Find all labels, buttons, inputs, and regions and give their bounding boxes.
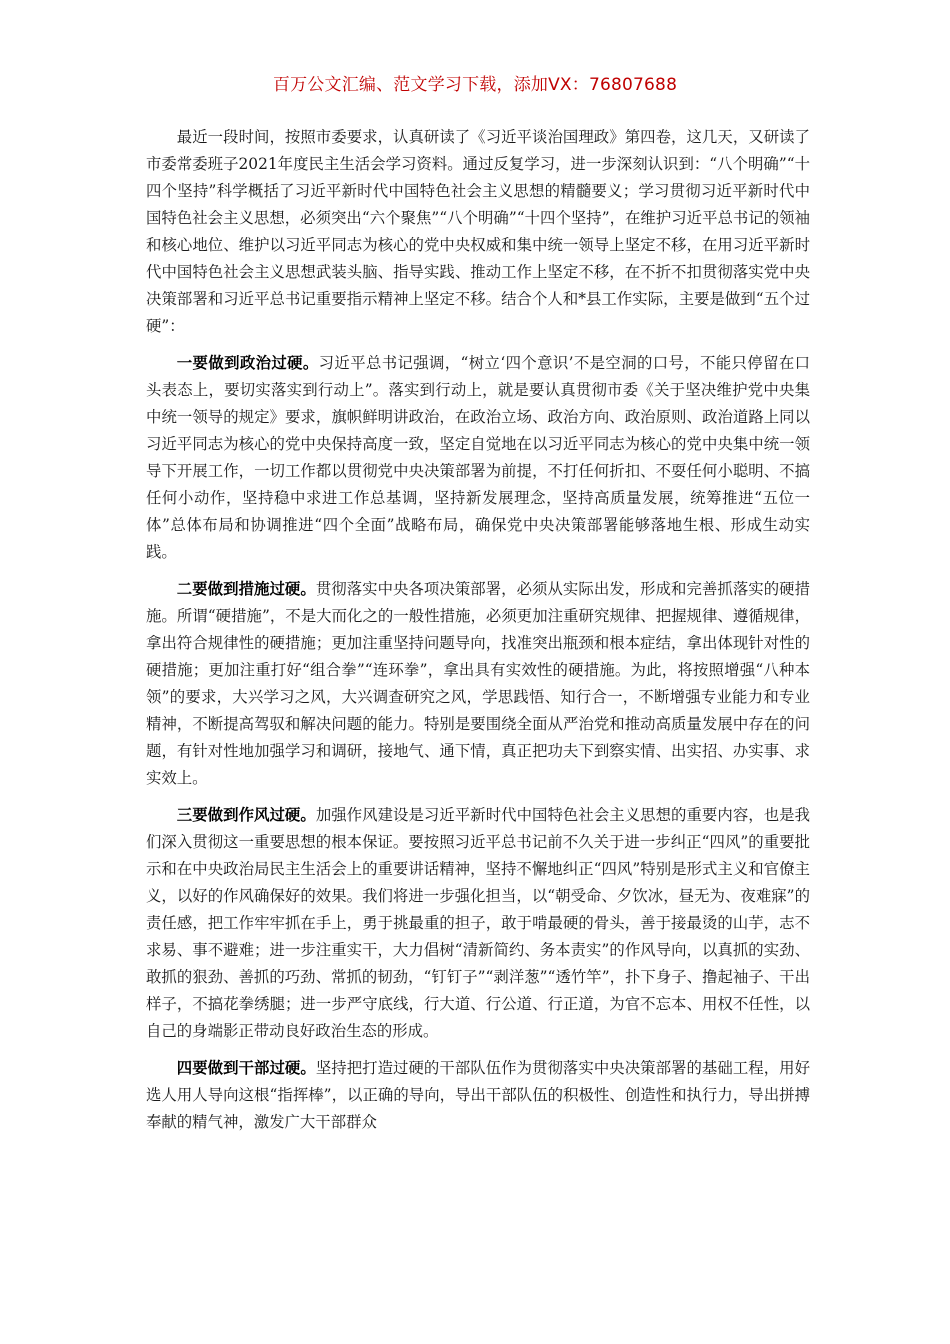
paragraph-measures (146, 576, 810, 792)
paragraph-intro (146, 124, 810, 340)
paragraph-text: 最近一段时间，按照市委要求，认真研读了《习近平谈治国理政》第四卷，这几天，又研读了市委常委班子2021年度民主生活会学习资料。通过反复学习，进一步深刻认识到：“八个明确”“十四个坚持”科学概括了习近平新时代中国特色社会主义思想的精髓要义；学习贯彻习近平新时代中国特色社会主义思想，必须突出“六个聚焦”“八个明确”“十四个坚持”，在维护习近平总书记的领袖和核心地位、维护以习近平同志为核心的党中央权威和集中统一领导上坚定不移，在用习近平新时代中国特色社会主义思想武装头脑、指导实践、推动工作上坚定不移，在不折不扣贯彻落实党中央决策部署和习近平总书记重要指示精神上坚定不移。结合个人和*县工作实际，主要是做到“五个过硬”： (146, 128, 810, 335)
paragraph-lead: 四要做到干部过硬。 (176, 1059, 316, 1077)
paragraph-cadres (146, 1055, 810, 1136)
paragraph-political (146, 350, 810, 566)
paragraph-text: 坚持把打造过硬的干部队伍作为贯彻落实中央决策部署的基础工程，用好选人用人导向这根“指挥棒”，以正确的导向，导出干部队伍的积极性、创造性和执行力，导出拼搏奉献的精气神，激发广大干部群众 (146, 1059, 810, 1131)
paragraph-text: 贯彻落实中央各项决策部署，必须从实际出发，形成和完善抓落实的硬措施。所谓“硬措施”，不是大而化之的一般性措施，必须更加注重研究规律、把握规律、遵循规律，拿出符合规律性的硬措施；更加注重坚持问题导向，找准突出瓶颈和根本症结，拿出体现针对性的硬措施；更加注重打好“组合拳”“连环拳”，拿出具有实效性的硬措施。为此，将按照增强“八种本领”的要求，大兴学习之风，大兴调查研究之风，学思践悟、知行合一，不断增强专业能力和专业精神，不断提高驾驭和解决问题的能力。特别是要围绕全面从严治党和推动高质量发展中存在的问题，有针对性地加强学习和调研，接地气、通下情，真正把功夫下到察实情、出实招、办实事、求实效上。 (146, 580, 810, 787)
paragraph-text: 加强作风建设是习近平新时代中国特色社会主义思想的重要内容，也是我们深入贯彻这一重要思想的根本保证。要按照习近平总书记前不久关于进一步纠正“四风”的重要批示和在中央政治局民主生活会上的重要讲话精神，坚持不懈地纠正“四风”特别是形式主义和官僚主义，以好的作风确保好的效果。我们将进一步强化担当，以“朝受命、夕饮冰，昼无为、夜难寐”的责任感，把工作牢牢抓在手上，勇于挑最重的担子，敢于啃最硬的骨头，善于接最烫的山芋，志不求易、事不避难；进一步注重实干，大力倡树“清新简约、务本责实”的作风导向，以真抓的实劲、敢抓的狠劲、善抓的巧劲、常抓的韧劲，“钉钉子”“剥洋葱”“透竹竿”，扑下身子、撸起袖子、干出样子，不搞花拳绣腿；进一步严守底线，行大道、行公道、行正道，为官不忘本、用权不任性，以自己的身端影正带动良好政治生态的形成。 (146, 806, 810, 1040)
paragraph-lead: 一要做到政治过硬。 (176, 354, 319, 372)
page-header-notice: 百万公文汇编、范文学习下载，添加VX：76807688 (272, 75, 678, 95)
paragraph-style (146, 802, 810, 1045)
paragraph-text: 习近平总书记强调，“树立‘四个意识’不是空洞的口号，不能只停留在口头表态上，要切实落实到行动上”。落实到行动上，就是要认真贯彻市委《关于坚决维护党中央集中统一领导的规定》要求，旗帜鲜明讲政治，在政治立场、政治方向、政治原则、政治道路上同以习近平同志为核心的党中央保持高度一致，坚定自觉地在以习近平同志为核心的党中央集中统一领导下开展工作，一切工作都以贯彻党中央决策部署为前提，不打任何折扣、不耍任何小聪明、不搞任何小动作，坚持稳中求进工作总基调，坚持新发展理念，坚持高质量发展，统筹推进“五位一体”总体布局和协调推进“四个全面”战略布局，确保党中央决策部署能够落地生根、形成生动实践。 (146, 354, 810, 561)
paragraph-lead: 三要做到作风过硬。 (176, 806, 316, 824)
paragraph-lead: 二要做到措施过硬。 (176, 580, 316, 598)
document-body (146, 124, 810, 1146)
